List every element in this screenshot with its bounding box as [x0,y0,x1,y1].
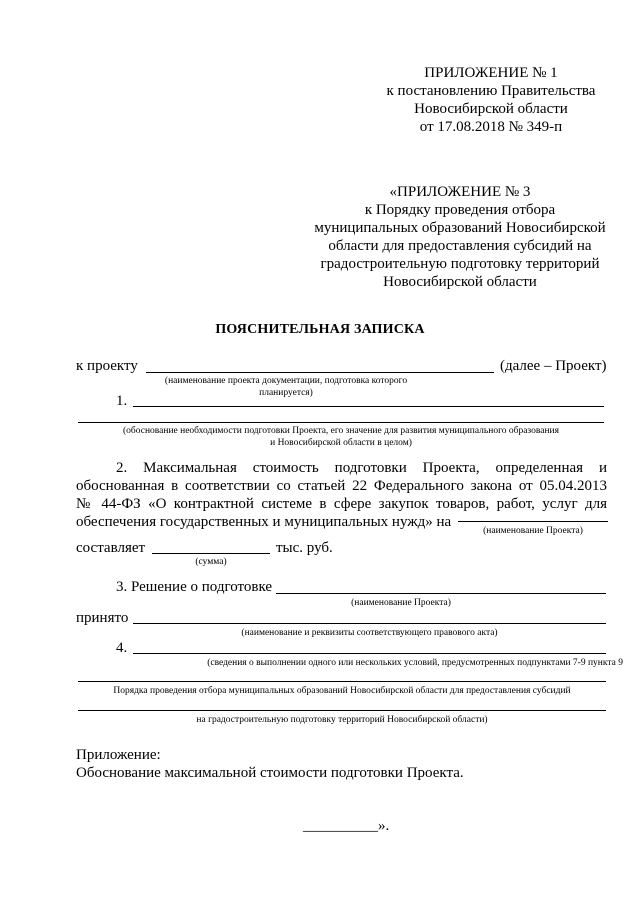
item2-line2: обоснованная в соответствии со статьей 22 Федерального закона от 05.04.2013 [76,478,607,494]
cost-sum-hint: (сумма) [195,557,227,567]
item1-field-line1[interactable] [133,406,604,407]
item3-prefix: 3. Решение о подготовке [116,579,273,595]
project-suffix: (далее – Проект) [500,358,607,374]
closing-line: __________ [303,818,378,834]
cost-prefix: составляет [76,540,146,556]
item4-hint-line2: Порядка проведения отбора муниципальных образований Новосибирской области для предоставления субсидий [113,686,571,696]
item1-number: 1. [116,393,128,409]
closing-mark: ». [378,818,390,834]
item3-accepted: принято [76,610,129,626]
item3-name-hint: (наименование Проекта) [351,598,451,608]
annex1-line3: Новосибирской области [414,101,568,117]
item1-hint-line1: (обоснование необходимости подготовки Проекта, его значение для развития муниципального образования [123,426,559,436]
item3-act-field[interactable] [133,623,606,624]
item4-field-line1[interactable] [133,653,606,654]
annex3-line1: «ПРИЛОЖЕНИЕ № 3 [389,184,531,200]
annex1-line2: к постановлению Правительства [386,83,596,99]
item1-hint-line2: и Новосибирской области в целом) [270,438,412,448]
item2-line3: № 44-ФЗ «О контрактной системе в сфере закупок товаров, работ, услуг для [76,496,607,512]
item4-field-line3[interactable] [78,710,606,711]
cost-suffix: тыс. руб. [276,540,333,556]
annex3-line3: муниципальных образований Новосибирской [314,220,606,236]
annex3-line6: Новосибирской области [383,274,537,290]
document-title: ПОЯСНИТЕЛЬНАЯ ЗАПИСКА [215,322,425,337]
item3-act-hint: (наименование и реквизиты соответствующего правового акта) [241,628,498,638]
item1-field-line2[interactable] [78,422,604,423]
item1-hint [78,425,604,449]
attachment-label: Приложение: [76,747,161,763]
annex1-block [380,64,602,136]
project-prefix: к проекту [76,358,138,374]
item4-number: 4. [116,640,128,656]
item2-name-hint: (наименование Проекта) [483,526,583,536]
annex3-line2: к Порядку проведения отбора [364,202,556,218]
cost-sum-field[interactable] [152,553,270,554]
item4-hint-line1: (сведения о выполнении одного или нескольких условий, предусмотренных подпунктами 7-9 пункта 9 [207,658,623,668]
annex1-line1: ПРИЛОЖЕНИЕ № 1 [424,65,558,81]
item2-line1: 2. Максимальная стоимость подготовки Проекта, определенная и [116,460,607,476]
attachment-text: Обоснование максимальной стоимости подготовки Проекта. [76,765,464,781]
annex3-line5: градостроительную подготовку территорий [320,256,600,272]
annex1-line4: от 17.08.2018 № 349-п [419,119,563,135]
annex3-line4: области для предоставления субсидий на [328,238,592,254]
item2-line4: обеспечения государственных и муниципальных нужд» на [76,514,452,530]
project-name-field[interactable] [146,372,494,373]
item4-hint-line3: на градостроительную подготовку территорий Новосибирской области) [196,715,488,725]
closing-block [303,817,389,835]
item2-project-name-field[interactable] [458,521,608,522]
item3-project-name-field[interactable] [276,593,606,594]
item4-field-line2[interactable] [78,681,606,682]
project-hint: (наименование проекта документации, подготовка которого планируется) [164,376,408,398]
annex3-block [300,183,620,291]
